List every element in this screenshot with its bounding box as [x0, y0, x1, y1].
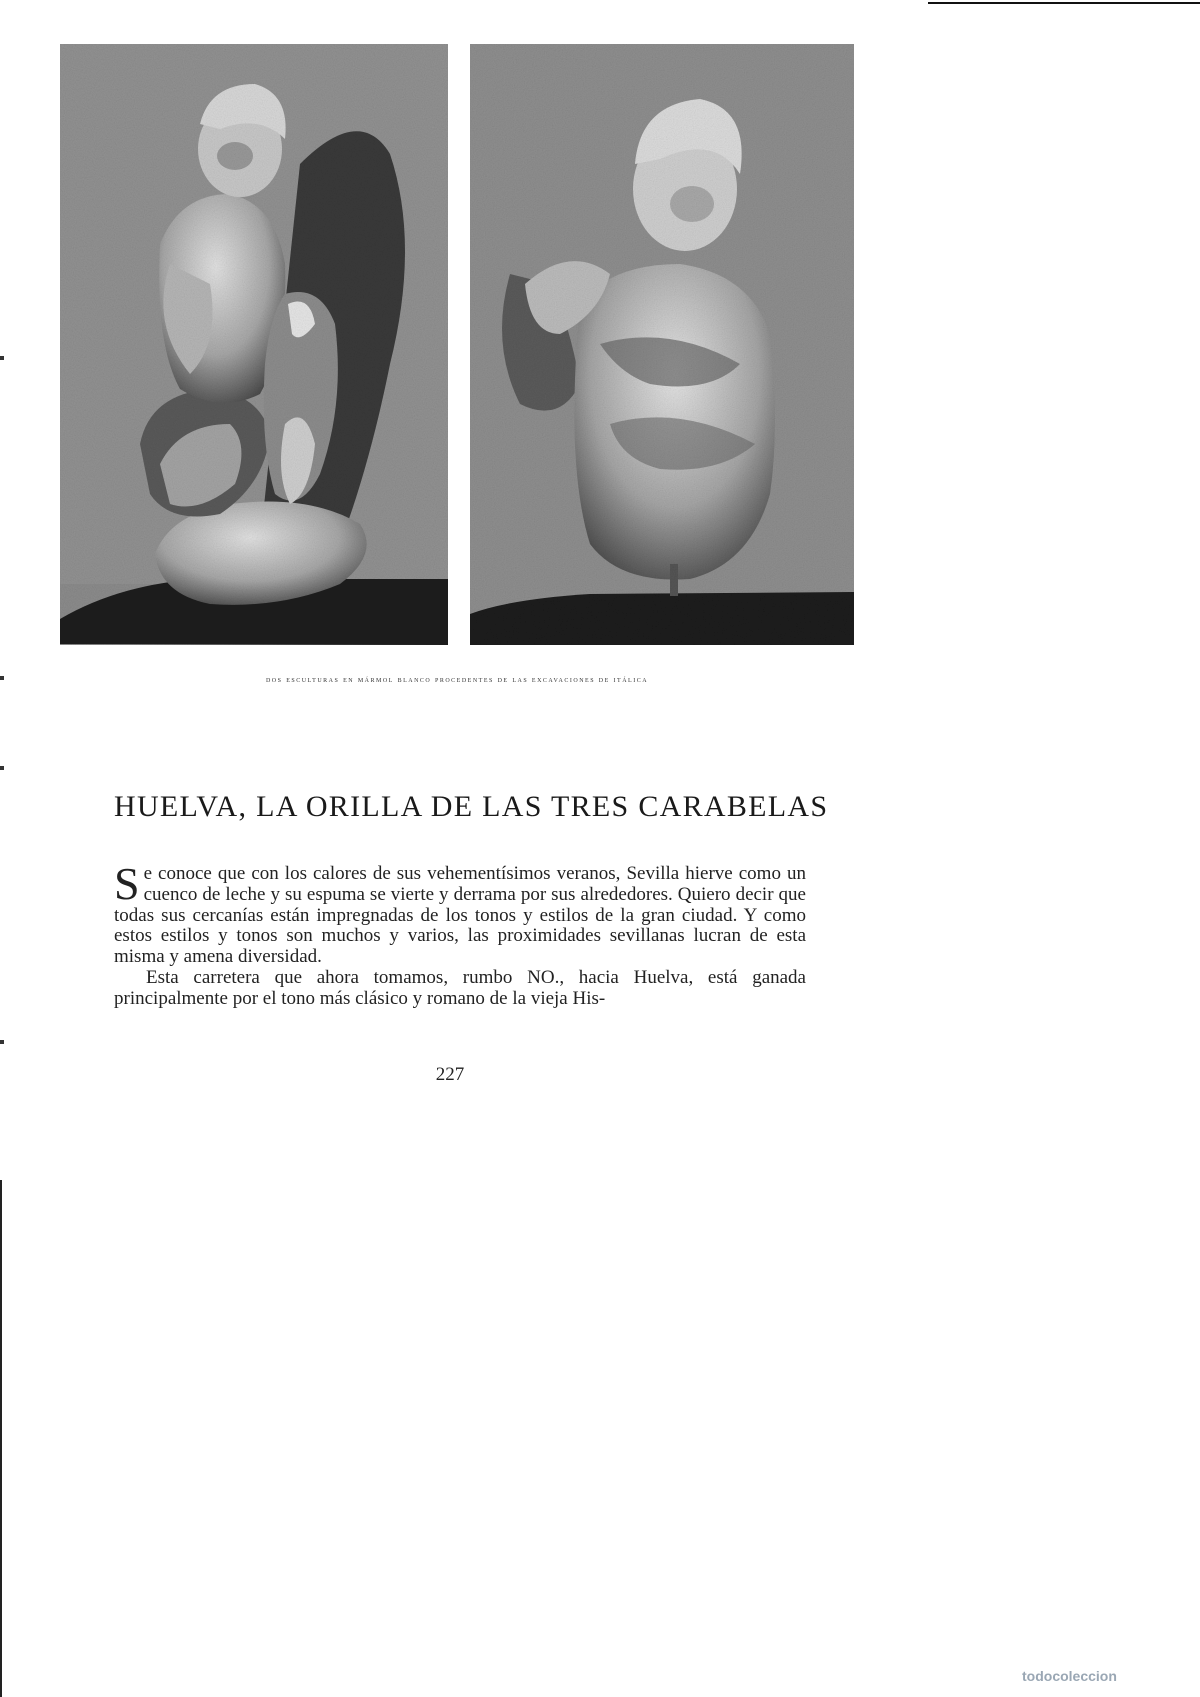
margin-mark: [0, 676, 4, 680]
sculpture-photo-right: [470, 44, 854, 645]
margin-mark: [0, 1040, 4, 1044]
left-margin-rule: [0, 1180, 2, 1697]
sculpture-photo-left: [60, 44, 448, 645]
top-rule: [928, 2, 1200, 4]
drop-cap: S: [114, 858, 140, 909]
watermark-logo: todocoleccion: [1022, 1668, 1117, 1684]
paragraph-1: [114, 858, 806, 968]
paragraph-2: Esta carretera que ahora tomamos, rumbo NO., hacia Huelva, está ganada principalmente por el tono más clásico y romano de la vieja His-: [114, 966, 806, 1009]
paragraph-1-text: e conoce que con los calores de sus vehementísimos veranos, Sevilla hierve como un cuenco de leche y su espuma se vierte y derrama por sus alrededores. Quiero decir que todas sus cercanías están impregnadas de los tonos y estilos de la gran ciudad. Y como estos estilos y tonos son muchos y varios, las proximidades sevillanas lucran de esta misma y amena diversidad.: [114, 863, 806, 968]
page-number: 227: [435, 1064, 465, 1085]
article-title: HUELVA, LA ORILLA DE LAS TRES CARABELAS: [114, 790, 829, 823]
article-body: [114, 858, 806, 1010]
margin-mark: [0, 356, 4, 360]
margin-mark: [0, 766, 4, 770]
photo-caption: dos esculturas en mármol blanco procedentes de las excavaciones de itálica: [265, 674, 649, 684]
